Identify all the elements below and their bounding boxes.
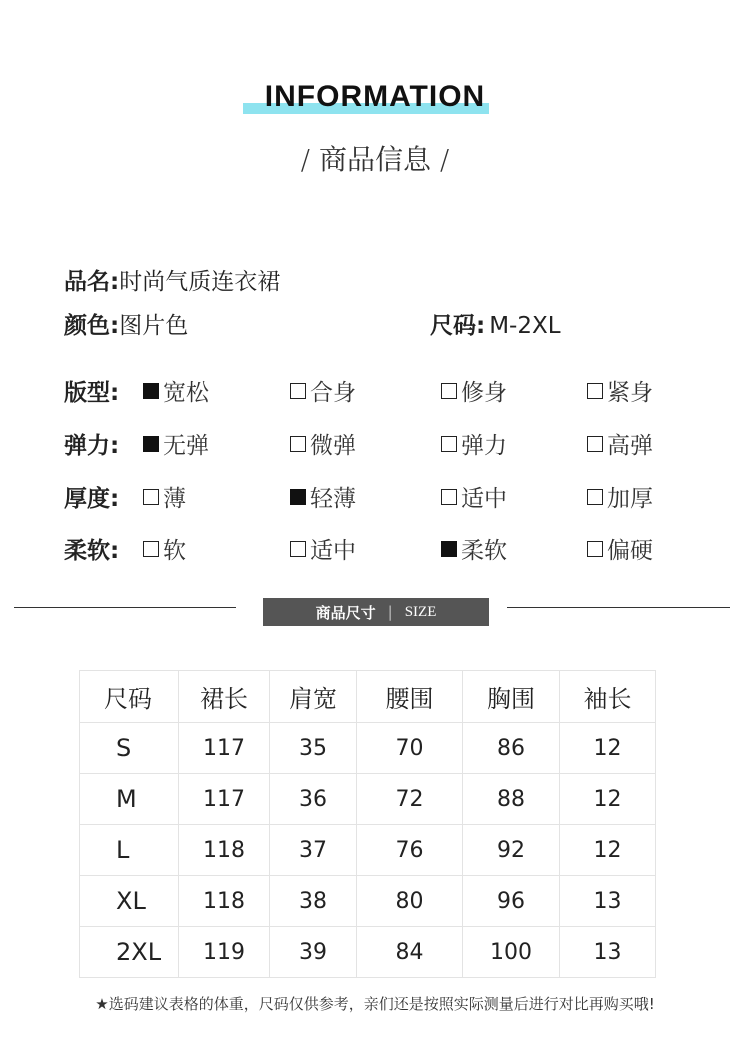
table-cell: 12 xyxy=(560,825,656,876)
attribute-label: 版型: xyxy=(64,380,120,406)
attribute-option xyxy=(143,374,209,407)
table-cell: 80 xyxy=(357,876,463,927)
table-cell: 35 xyxy=(270,723,357,774)
product-size-value: M-2XL xyxy=(489,313,561,339)
header-cell-shoulder: 肩宽 xyxy=(270,671,357,723)
table-cell: 39 xyxy=(270,927,357,978)
attribute-option xyxy=(441,480,507,513)
header-cell-length: 裙长 xyxy=(179,671,270,723)
attribute-option xyxy=(143,427,209,460)
table-cell: 117 xyxy=(179,723,270,774)
unchecked-box-icon xyxy=(441,489,457,505)
attribute-option xyxy=(290,427,356,460)
unchecked-box-icon xyxy=(587,541,603,557)
attribute-option xyxy=(587,427,653,460)
product-name-label: 品名: xyxy=(64,269,120,295)
table-cell: 70 xyxy=(357,723,463,774)
table-cell: 38 xyxy=(270,876,357,927)
size-section-title-en: SIZE xyxy=(404,603,437,620)
attribute-option xyxy=(143,480,186,513)
checked-box-icon xyxy=(441,541,457,557)
table-cell: 88 xyxy=(463,774,560,825)
unchecked-box-icon xyxy=(587,383,603,399)
table-cell: 13 xyxy=(560,927,656,978)
page-subtitle: / 商品信息 / xyxy=(300,143,450,176)
attribute-option-label: 偏硬 xyxy=(607,538,653,564)
unchecked-box-icon xyxy=(441,436,457,452)
table-cell: 92 xyxy=(463,825,560,876)
table-cell: 119 xyxy=(179,927,270,978)
attribute-option-label: 加厚 xyxy=(607,486,653,512)
table-row xyxy=(80,876,656,927)
table-cell: 118 xyxy=(179,825,270,876)
table-cell: L xyxy=(80,825,179,876)
checked-box-icon xyxy=(143,436,159,452)
unchecked-box-icon xyxy=(290,541,306,557)
header-cell-chest: 胸围 xyxy=(463,671,560,723)
footer-note: ★选码建议表格的体重，尺码仅供参考，亲们还是按照实际测量后进行对比再购买哦! xyxy=(95,995,655,1013)
product-name-line xyxy=(64,263,280,296)
attribute-option-label: 柔软 xyxy=(461,538,507,564)
unchecked-box-icon xyxy=(441,383,457,399)
table-cell: 76 xyxy=(357,825,463,876)
header-cell-size: 尺码 xyxy=(80,671,179,723)
attribute-label: 弹力: xyxy=(64,433,120,459)
unchecked-box-icon xyxy=(143,541,159,557)
checked-box-icon xyxy=(143,383,159,399)
table-cell: 2XL xyxy=(80,927,179,978)
table-cell: 117 xyxy=(179,774,270,825)
divider-right xyxy=(507,607,730,608)
size-table xyxy=(79,670,656,978)
table-cell: 96 xyxy=(463,876,560,927)
product-name-value: 时尚气质连衣裙 xyxy=(119,269,281,295)
attribute-option xyxy=(290,480,356,513)
attribute-option-label: 微弹 xyxy=(310,433,356,459)
table-cell: 118 xyxy=(179,876,270,927)
table-cell: S xyxy=(80,723,179,774)
attribute-option-label: 轻薄 xyxy=(310,486,356,512)
divider-left xyxy=(14,607,236,608)
table-cell: 100 xyxy=(463,927,560,978)
table-cell: 12 xyxy=(560,774,656,825)
attribute-option xyxy=(441,427,507,460)
product-size-label: 尺码: xyxy=(430,313,486,339)
table-row xyxy=(80,927,656,978)
page-title: INFORMATION xyxy=(264,80,486,113)
table-row xyxy=(80,774,656,825)
attribute-option-label: 薄 xyxy=(163,486,186,512)
product-size-line xyxy=(430,307,561,340)
checked-box-icon xyxy=(290,489,306,505)
attribute-option xyxy=(587,480,653,513)
attribute-option xyxy=(587,532,653,565)
table-cell: 37 xyxy=(270,825,357,876)
table-cell: 72 xyxy=(357,774,463,825)
unchecked-box-icon xyxy=(587,489,603,505)
attribute-option-label: 紧身 xyxy=(607,380,653,406)
attribute-option xyxy=(441,532,507,565)
attribute-option-label: 合身 xyxy=(310,380,356,406)
attribute-option-label: 无弹 xyxy=(163,433,209,459)
table-cell: 12 xyxy=(560,723,656,774)
attribute-option-label: 适中 xyxy=(310,538,356,564)
table-cell: 86 xyxy=(463,723,560,774)
attribute-option xyxy=(587,374,653,407)
size-section-header xyxy=(263,598,489,626)
table-cell: XL xyxy=(80,876,179,927)
product-color-value: 图片色 xyxy=(119,313,189,339)
attribute-option-label: 高弹 xyxy=(607,433,653,459)
attribute-option-label: 软 xyxy=(163,538,186,564)
attribute-option xyxy=(441,374,507,407)
size-section-title-cn: 商品尺寸 xyxy=(315,603,376,622)
unchecked-box-icon xyxy=(143,489,159,505)
attribute-label: 柔软: xyxy=(64,538,120,564)
unchecked-box-icon xyxy=(290,383,306,399)
size-table-header-row xyxy=(80,671,656,723)
attribute-option-label: 修身 xyxy=(461,380,507,406)
attribute-option xyxy=(290,532,356,565)
product-color-line xyxy=(64,307,188,340)
table-row xyxy=(80,723,656,774)
attribute-option xyxy=(290,374,356,407)
attribute-label: 厚度: xyxy=(64,486,120,512)
header-cell-sleeve: 袖长 xyxy=(560,671,656,723)
unchecked-box-icon xyxy=(587,436,603,452)
unchecked-box-icon xyxy=(290,436,306,452)
table-cell: M xyxy=(80,774,179,825)
header-cell-waist: 腰围 xyxy=(357,671,463,723)
table-cell: 84 xyxy=(357,927,463,978)
product-color-label: 颜色: xyxy=(64,313,120,339)
table-cell: 36 xyxy=(270,774,357,825)
attribute-option xyxy=(143,532,186,565)
attribute-option-label: 适中 xyxy=(461,486,507,512)
size-section-separator: | xyxy=(387,603,393,621)
table-row xyxy=(80,825,656,876)
attribute-option-label: 宽松 xyxy=(163,380,209,406)
table-cell: 13 xyxy=(560,876,656,927)
attribute-option-label: 弹力 xyxy=(461,433,507,459)
